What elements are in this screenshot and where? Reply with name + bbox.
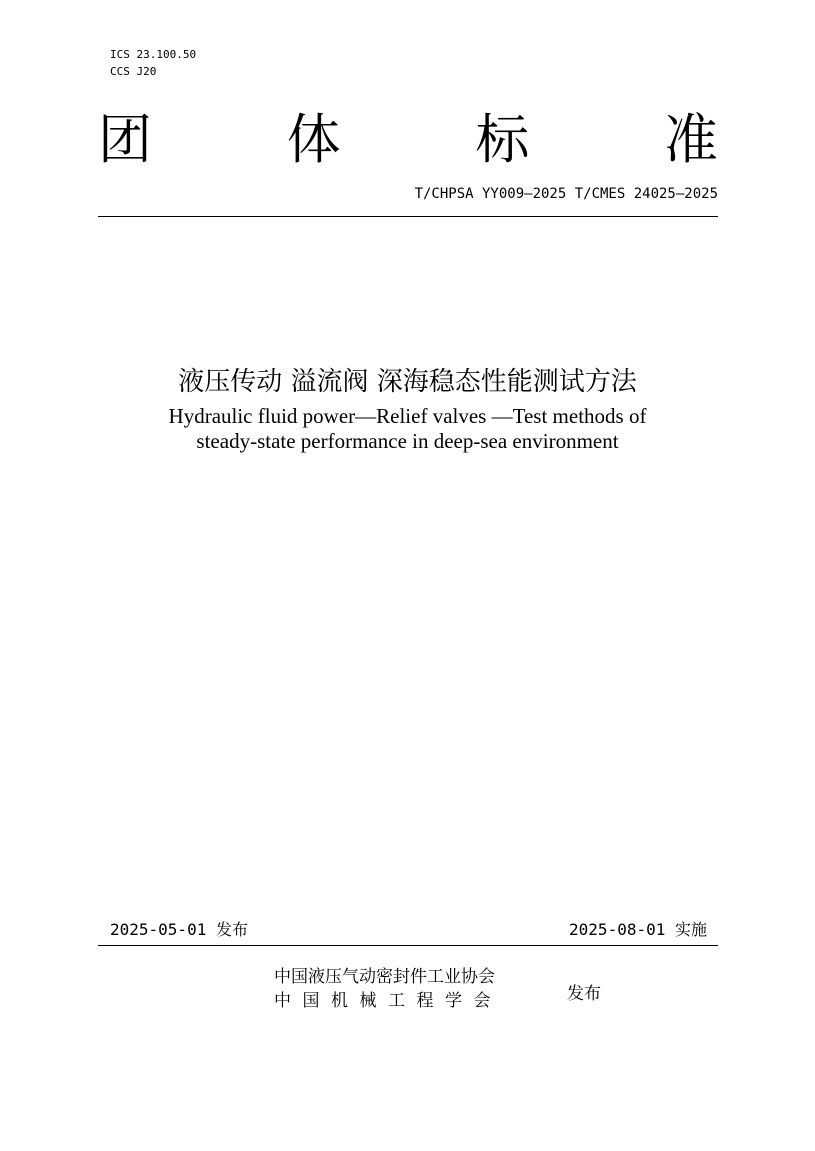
english-title-line-2: steady-state performance in deep-sea environment <box>196 429 619 453</box>
publish-date: 2025-05-01 发布 <box>110 920 248 939</box>
chinese-title: 液压传动 溢流阀 深海稳态性能测试方法 <box>178 367 637 397</box>
english-title-line-1: Hydraulic fluid power—Relief valves —Test methods of <box>168 404 647 428</box>
issue-label: 发布 <box>567 984 601 1004</box>
issuing-organizations <box>274 965 502 1013</box>
ccs-code: CCS J20 <box>110 65 157 78</box>
implement-date: 2025-08-01 实施 <box>569 920 707 939</box>
standard-number: T/CHPSA YY009—2025 T/CMES 24025—2025 <box>414 186 718 202</box>
heading-char-2: 体 <box>286 108 341 171</box>
issuer-1: 中国液压气动密封件工业协会 <box>274 967 495 987</box>
group-standard-heading <box>98 100 718 180</box>
top-divider <box>98 216 718 217</box>
ics-code: ICS 23.100.50 <box>110 48 197 61</box>
heading-char-4: 准 <box>663 108 718 171</box>
bottom-divider <box>98 945 718 946</box>
heading-char-1: 团 <box>98 108 152 171</box>
heading-char-3: 标 <box>475 108 530 171</box>
english-title <box>0 404 815 454</box>
issuer-2: 中国机械工程学会 <box>274 991 502 1011</box>
classification-codes <box>110 46 196 80</box>
